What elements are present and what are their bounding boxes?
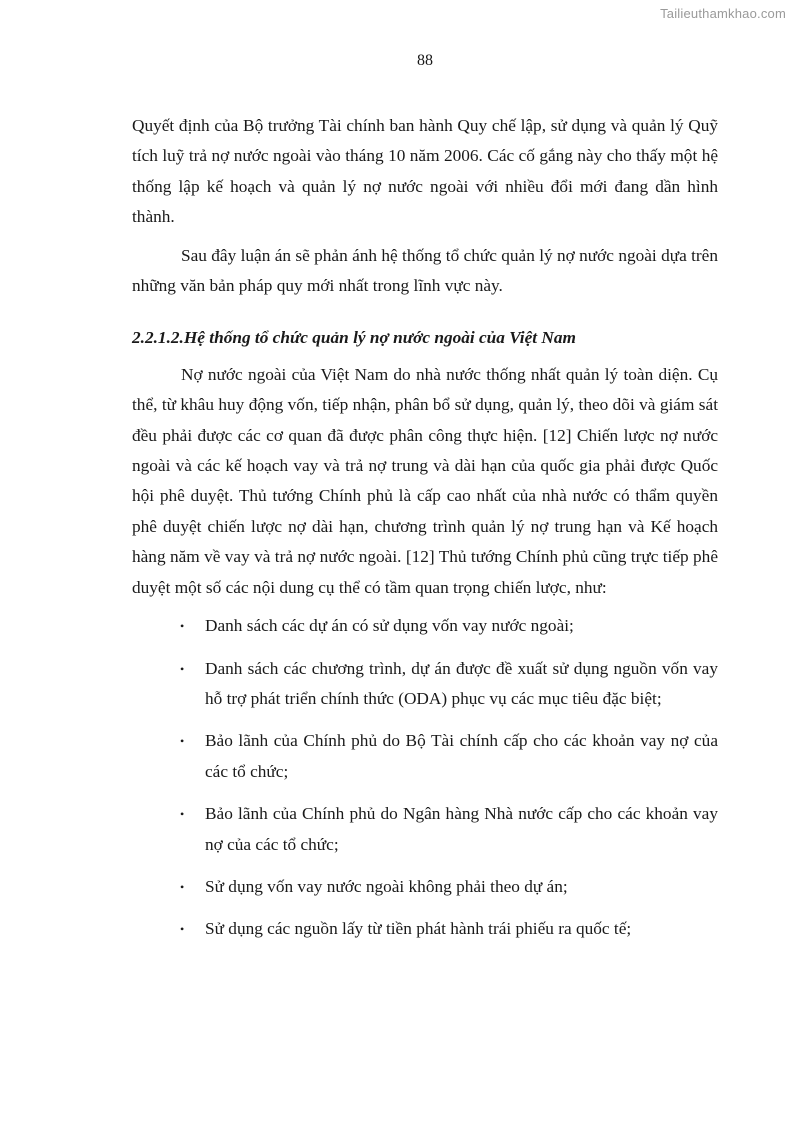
bullet-icon: •	[180, 922, 185, 937]
list-item	[132, 611, 718, 641]
section-paragraph: Nợ nước ngoài của Việt Nam do nhà nước thống nhất quản lý toàn diện. Cụ thể, từ khâu huy động vốn, tiếp nhận, phân bổ sử dụng, quản lý, theo dõi và giám sát đều phải được các cơ quan đã được phân công thực hiện. [12] Chiến lược nợ nước ngoài và các kế hoạch vay và trả nợ trung và dài hạn của quốc gia phải được Quốc hội phê duyệt. Thủ tướng Chính phủ là cấp cao nhất của nhà nước có thẩm quyền phê duyệt chiến lược nợ dài hạn, chương trình quản lý nợ trung hạn và Kế hoạch hàng năm về vay và trả nợ nước ngoài. [12] Thủ tướng Chính phủ cũng trực tiếp phê duyệt một số các nội dung cụ thể có tầm quan trọng chiến lược, như:	[132, 364, 718, 597]
list-item	[132, 799, 718, 860]
bullet-icon: •	[180, 734, 185, 749]
document-body	[132, 111, 718, 957]
page-number: 88	[417, 52, 433, 69]
list-item-text: Sử dụng các nguồn lấy từ tiền phát hành trái phiếu ra quốc tế;	[205, 919, 632, 939]
bullet-icon: •	[180, 661, 185, 676]
bullet-icon: •	[180, 879, 185, 894]
paragraph-continuation: Quyết định của Bộ trưởng Tài chính ban hành Quy chế lập, sử dụng và quản lý Quỹ tích luỹ trả nợ nước ngoài vào tháng 10 năm 2006. Các cố gắng này cho thấy một hệ thống lập kế hoạch và quản lý nợ nước ngoài với nhiều đổi mới đang dần hình thành.	[132, 116, 718, 227]
bullet-icon: •	[180, 807, 185, 822]
bullet-icon: •	[180, 619, 185, 634]
section-heading: 2.2.1.2.Hệ thống tổ chức quản lý nợ nước ngoài của Việt Nam	[132, 328, 576, 348]
list-item	[132, 654, 718, 715]
list-item-text: Bảo lãnh của Chính phủ do Ngân hàng Nhà nước cấp cho các khoản vay nợ của các tổ chức;	[205, 804, 718, 854]
list-item	[132, 726, 718, 787]
paragraph-intro: Sau đây luận án sẽ phản ánh hệ thống tổ chức quản lý nợ nước ngoài dựa trên những văn bản pháp quy mới nhất trong lĩnh vực này.	[132, 245, 718, 296]
list-item-text: Danh sách các chương trình, dự án được đề xuất sử dụng nguồn vốn vay hỗ trợ phát triển chính thức (ODA) phục vụ các mục tiêu đặc biệt;	[205, 658, 718, 708]
bullet-list	[132, 611, 718, 945]
watermark: Tailieuthamkhao.com	[660, 6, 786, 21]
list-item-text: Sử dụng vốn vay nước ngoài không phải theo dự án;	[205, 876, 568, 896]
list-item-text: Danh sách các dự án có sử dụng vốn vay nước ngoài;	[205, 616, 574, 636]
list-item-text: Bảo lãnh của Chính phủ do Bộ Tài chính cấp cho các khoản vay nợ của các tổ chức;	[205, 731, 718, 781]
list-item	[132, 872, 718, 902]
list-item	[132, 914, 718, 944]
